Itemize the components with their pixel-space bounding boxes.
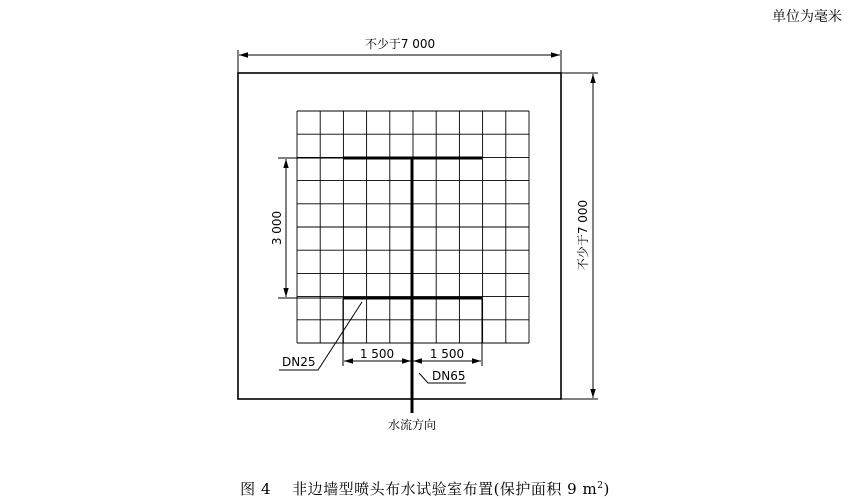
head-spacing-right-label: 1 500	[429, 347, 465, 361]
figure-title-close: )	[603, 480, 610, 498]
branch-spacing-label: 3 000	[270, 210, 284, 246]
room-width-dimension	[238, 50, 561, 73]
branch-spacing-dimension	[278, 158, 343, 298]
figure-title: 非边墙型喷头布水试验室布置(保护面积 9 m	[292, 480, 598, 498]
figure-caption	[0, 478, 850, 499]
branch-pipe-label: DN25	[282, 355, 316, 369]
flow-direction-label: 水流方向	[387, 418, 437, 432]
figure-number: 图 4	[240, 480, 271, 498]
unit-note: 单位为毫米	[772, 9, 842, 25]
figure-title-superscript: 2	[597, 481, 604, 491]
head-spacing-left-label: 1 500	[359, 347, 395, 361]
main-pipe-label: DN65	[432, 369, 466, 383]
room-height-label: 不少于7 000	[576, 199, 590, 271]
room-width-label: 不少于7 000	[364, 37, 436, 51]
